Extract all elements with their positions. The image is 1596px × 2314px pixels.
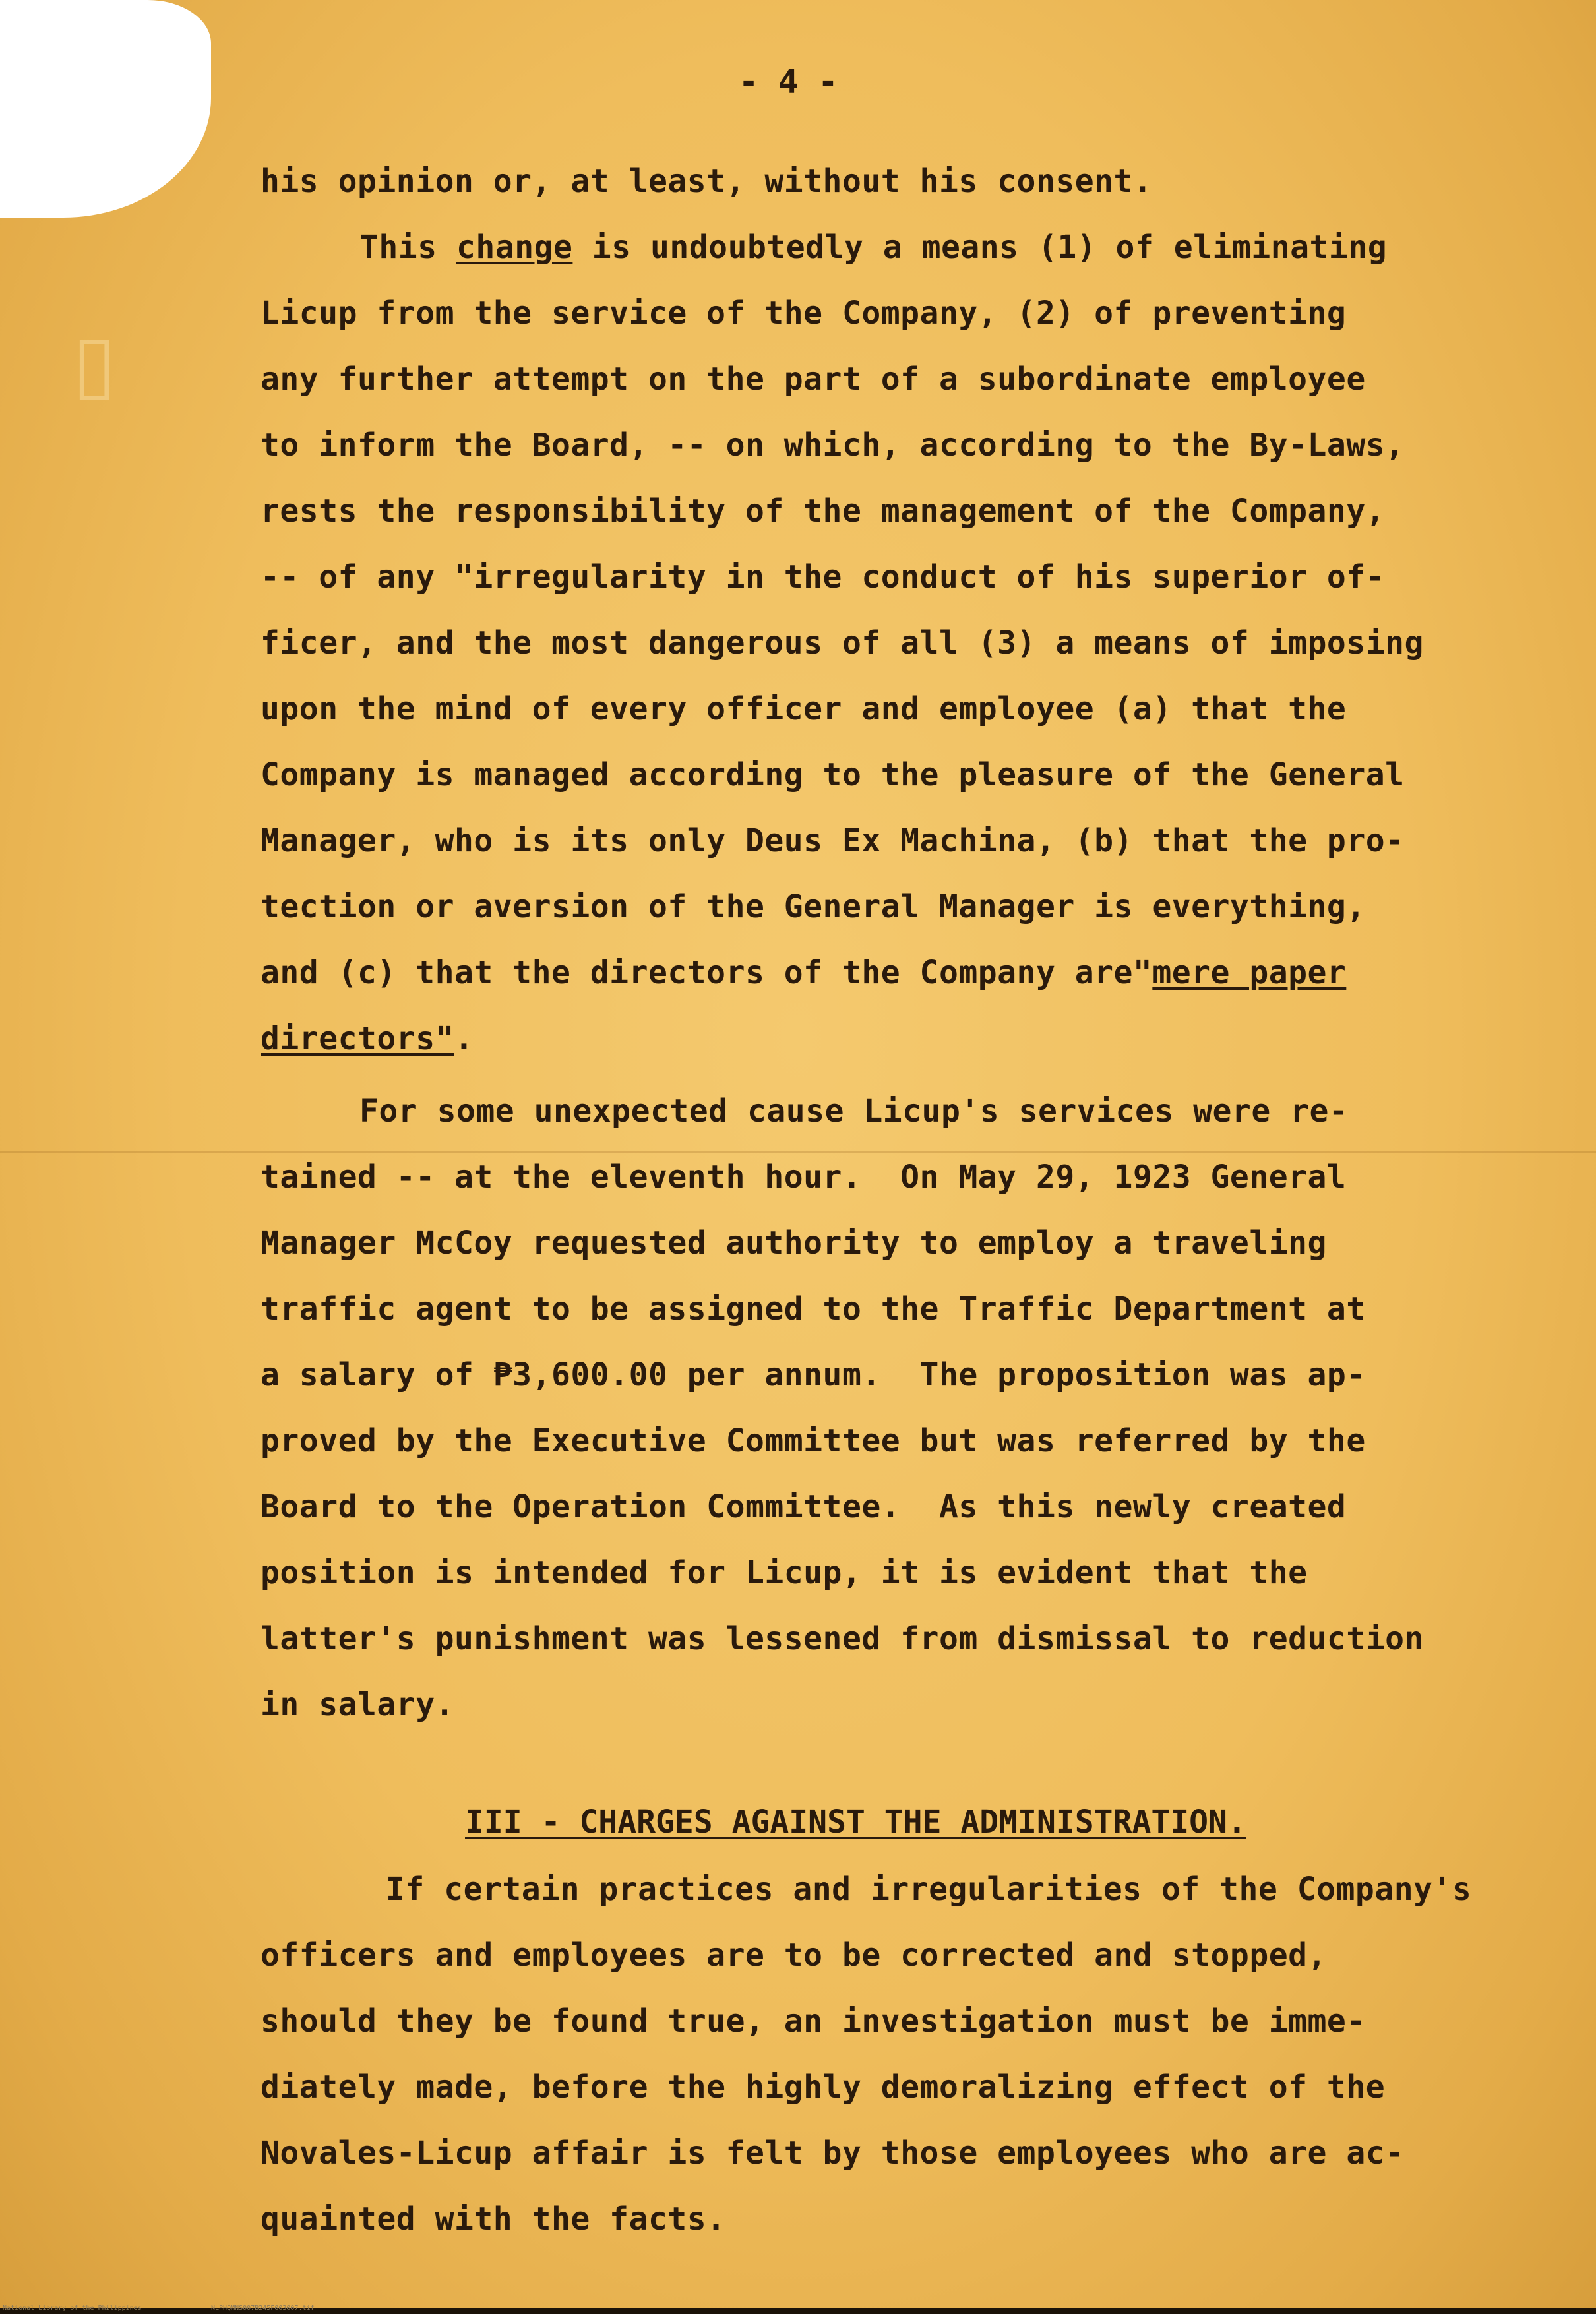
footer-source: National Library of the Philippines — [3, 2305, 142, 2312]
paragraph-2-line: Company is managed according to the pleasure of the General — [261, 756, 1405, 793]
paragraph-3-line: proved by the Executive Committee but was referred by the — [261, 1422, 1366, 1459]
paragraph-3-line: position is intended for Licup, it is evident that the — [261, 1554, 1308, 1591]
underlined-change: change — [456, 229, 573, 266]
paragraph-2-line — [261, 953, 1346, 992]
paragraph-3-line: Manager McCoy requested authority to employ a traveling — [261, 1225, 1327, 1262]
watermark-emboss-left: ▯ — [73, 317, 117, 410]
paragraph-2-line-end: is undoubtedly a means (1) of eliminating — [572, 229, 1388, 266]
paragraph-2-line: any further attempt on the part of a subordinate employee — [261, 361, 1366, 398]
paragraph-4-line: should they be found true, an investigation must be imme- — [261, 2003, 1366, 2040]
paragraph-2-line-end: . — [454, 1020, 474, 1057]
paragraph-2-line: upon the mind of every officer and employee (a) that the — [261, 690, 1347, 727]
paragraph-3-line: traffic agent to be assigned to the Traffic Department at — [261, 1291, 1366, 1327]
paragraph-2-line — [359, 228, 1387, 267]
paragraph-3-line: tained -- at the eleventh hour. On May 29, 1923 General — [261, 1159, 1347, 1196]
paragraph-4-line: diately made, before the highly demoralizing effect of the — [261, 2069, 1386, 2106]
paragraph-2-line: rests the responsibility of the management of the Company, — [261, 493, 1386, 530]
paragraph-4-line: quainted with the facts. — [261, 2201, 726, 2238]
paragraph-4-line: If certain practices and irregularities of the Company's — [386, 1871, 1472, 1908]
paragraph-3-line: in salary. — [261, 1686, 454, 1723]
paragraph-3-line: a salary of ₱3,600.00 per annum. The proposition was ap- — [261, 1356, 1366, 1393]
paragraph-2-line: to inform the Board, -- on which, according to the By-Laws, — [261, 427, 1405, 464]
page-number: - 4 - — [739, 63, 838, 101]
paragraph-4-line: officers and employees are to be corrected and stopped, — [261, 1937, 1327, 1974]
paragraph-2-line: -- of any "irregularity in the conduct of his superior of- — [261, 559, 1386, 595]
paragraph-2-line: Manager, who is its only Deus Ex Machina, (b) that the pro- — [261, 822, 1405, 859]
paragraph-2-line: Licup from the service of the Company, (2) of preventing — [261, 295, 1347, 332]
underlined-directors: directors" — [261, 1020, 454, 1057]
torn-corner — [0, 0, 211, 218]
paragraph-3-line: latter's punishment was lessened from dismissal to reduction — [261, 1620, 1424, 1657]
paragraph-3-line: Board to the Operation Committee. As this newly created — [261, 1488, 1347, 1525]
section-heading: III - CHARGES AGAINST THE ADMINISTRATION. — [465, 1804, 1246, 1841]
paragraph-4-line: Novales-Licup affair is felt by those employees who are ac- — [261, 2135, 1405, 2172]
paragraph-2-line-start: and (c) that the directors of the Company are" — [261, 954, 1153, 991]
footer-filename: NLPHQMNS007B245F003007.tif — [211, 2305, 315, 2312]
paragraph-1-line: his opinion or, at least, without his consent. — [261, 163, 1153, 200]
paragraph-2-line: tection or aversion of the General Manager is everything, — [261, 888, 1366, 925]
paragraph-2-line — [261, 1019, 474, 1058]
fold-line — [0, 1151, 1596, 1153]
paragraph-2-line-start: This — [359, 229, 456, 266]
paragraph-3-line: For some unexpected cause Licup's services were re- — [359, 1093, 1349, 1130]
underlined-mere-paper: mere paper — [1152, 954, 1347, 991]
paragraph-2-line: ficer, and the most dangerous of all (3) a means of imposing — [261, 624, 1424, 661]
